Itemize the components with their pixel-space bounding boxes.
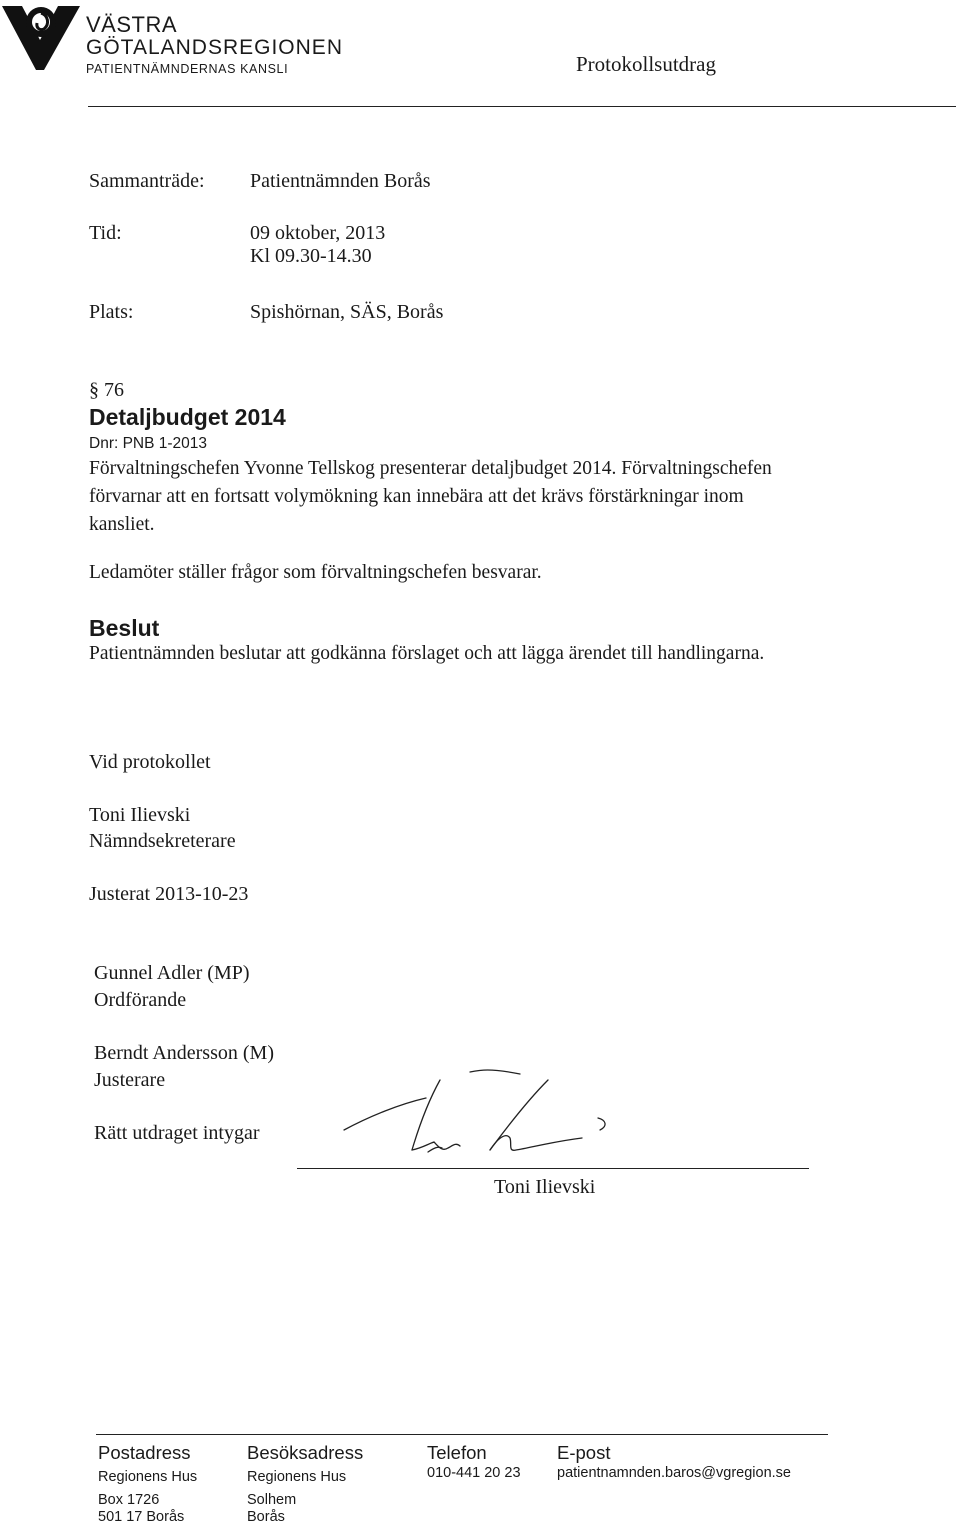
adjuster-role: Justerare	[94, 1069, 166, 1091]
footer-postal-line: Regionens Hus	[98, 1469, 198, 1485]
chair-name: Gunnel Adler (MP)	[94, 962, 250, 984]
item-title: Detaljbudget 2014	[89, 404, 286, 430]
vgr-logo	[0, 0, 84, 72]
certified-label: Rätt utdraget intygar	[94, 1122, 260, 1144]
footer-postal-line: 501 17 Borås	[98, 1509, 185, 1525]
footer-postal-heading: Postadress	[98, 1442, 191, 1463]
approved-date: Justerat 2013-10-23	[89, 883, 249, 905]
item-body-2: Ledamöter ställer frågor som förvaltningschefen besvarar.	[89, 562, 542, 583]
footer-email-heading: E-post	[557, 1442, 611, 1463]
secretary-role: Nämndsekreterare	[89, 830, 236, 852]
chair-role: Ordförande	[94, 989, 187, 1011]
footer-email-address: patientnamnden.baros@vgregion.se	[557, 1465, 791, 1481]
meeting-value: Patientnämnden Borås	[250, 170, 431, 192]
item-body-line: förvarnar att en fortsatt volymökning kan innebära att det krävs förstärkningar inom	[89, 486, 744, 507]
decision-text: Patientnämnden beslutar att godkänna förslaget och att lägga ärendet till handlingarna.	[89, 643, 765, 664]
secretary-name: Toni Ilievski	[89, 804, 191, 826]
footer-visit-line: Solhem	[247, 1492, 297, 1508]
org-department: PATIENTNÄMNDERNAS KANSLI	[86, 62, 289, 76]
item-dnr: Dnr: PNB 1-2013	[89, 435, 208, 452]
paragraph-number: § 76	[89, 379, 124, 401]
footer-phone-heading: Telefon	[427, 1442, 487, 1463]
document-type: Protokollsutdrag	[576, 52, 716, 76]
handwritten-signature	[330, 1068, 620, 1168]
footer-phone-number: 010-441 20 23	[427, 1465, 521, 1481]
footer-visit-line: Borås	[247, 1509, 285, 1525]
time-date: 09 oktober, 2013	[250, 222, 386, 244]
signature-intro: Vid protokollet	[89, 751, 211, 773]
org-name-line1: VÄSTRA	[86, 12, 178, 37]
footer-divider	[96, 1434, 828, 1435]
item-body-line: Förvaltningschefen Yvonne Tellskog presenterar detaljbudget 2014. Förvaltningschefen	[89, 458, 772, 479]
place-value: Spishörnan, SÄS, Borås	[250, 301, 444, 323]
org-name-line2: GÖTALANDSREGIONEN	[86, 36, 343, 59]
meeting-label: Sammanträde:	[89, 170, 205, 192]
header-divider	[88, 106, 956, 107]
item-body	[89, 455, 772, 539]
signature-line	[297, 1168, 809, 1169]
footer-visit-line: Regionens Hus	[247, 1469, 347, 1485]
item-body-line: kansliet.	[89, 514, 155, 535]
decision-heading: Beslut	[89, 615, 160, 641]
place-label: Plats:	[89, 301, 134, 323]
time-hours: Kl 09.30-14.30	[250, 245, 372, 267]
footer-postal-line: Box 1726	[98, 1492, 160, 1508]
time-label: Tid:	[89, 222, 122, 244]
footer-visit-heading: Besöksadress	[247, 1442, 364, 1463]
adjuster-name: Berndt Andersson (M)	[94, 1042, 274, 1064]
certifier-name: Toni Ilievski	[494, 1176, 596, 1198]
